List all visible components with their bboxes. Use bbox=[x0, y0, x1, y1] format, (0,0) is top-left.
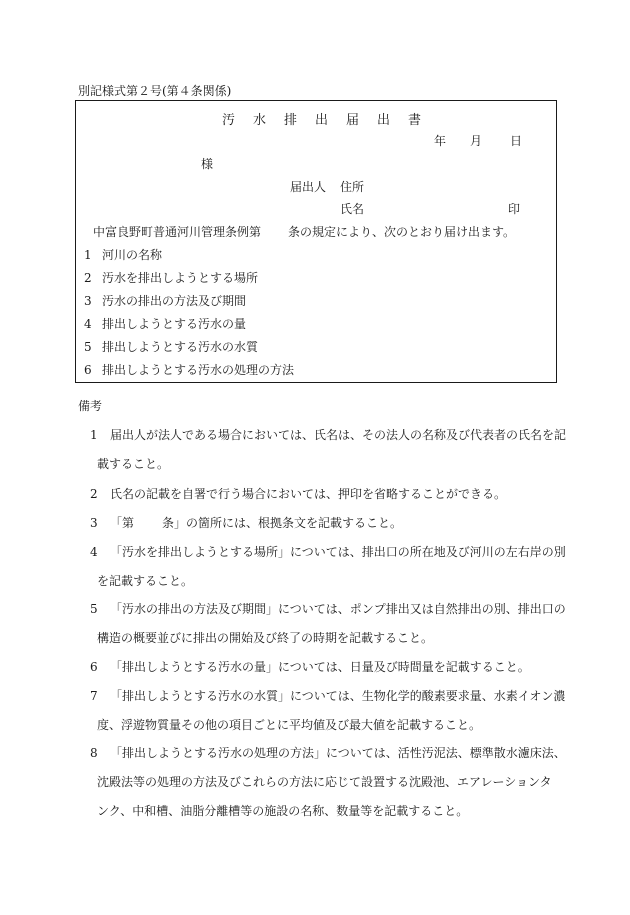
date-month-label: 月 bbox=[470, 134, 483, 148]
note-number: 4 bbox=[90, 545, 98, 559]
note-5 bbox=[90, 600, 566, 617]
note-7-continued: 度、浮遊物質量その他の項目ごとに平均値及び最大値を記載すること。 bbox=[97, 718, 482, 732]
form-title-char: 出 bbox=[377, 113, 391, 128]
note-text: 「汚水の排出の方法及び期間」については、ポンプ排出又は自然排出の別、排出口の bbox=[110, 602, 566, 616]
form-item bbox=[84, 338, 258, 355]
date-day-label: 日 bbox=[510, 134, 523, 148]
item-text: 排出しようとする汚水の量 bbox=[102, 317, 247, 331]
item-number: 1 bbox=[84, 248, 92, 262]
item-text: 排出しようとする汚水の水質 bbox=[102, 340, 259, 354]
form-label: 別記様式第２号(第４条関係) bbox=[78, 84, 232, 98]
item-text: 排出しようとする汚水の処理の方法 bbox=[102, 363, 295, 377]
statement bbox=[93, 223, 515, 240]
note-7 bbox=[90, 687, 565, 704]
note-8-continued: 沈殿法等の処理の方法及びこれらの方法に応じて設置する沈殿池、エアレーションタ bbox=[97, 775, 552, 789]
statement-post: 条の規定により、次のとおり届け出ます。 bbox=[288, 225, 516, 239]
name-label: 氏名 bbox=[340, 202, 365, 216]
item-number: 6 bbox=[84, 363, 92, 377]
item-number: 2 bbox=[84, 271, 92, 285]
note-text-pre: 「第 bbox=[110, 516, 135, 530]
note-4 bbox=[90, 543, 566, 560]
form-item bbox=[84, 315, 246, 332]
note-8 bbox=[90, 744, 566, 761]
note-1 bbox=[90, 426, 566, 443]
form-item bbox=[84, 246, 162, 263]
note-text: 「排出しようとする汚水の水質」については、生物化学的酸素要求量、水素イオン濃 bbox=[110, 689, 566, 703]
form-item bbox=[84, 292, 246, 309]
note-1-continued: 載すること。 bbox=[97, 457, 170, 471]
notes-heading: 備考 bbox=[78, 399, 103, 413]
item-text: 汚水の排出の方法及び期間 bbox=[102, 294, 247, 308]
form-item bbox=[84, 269, 258, 286]
note-number: 2 bbox=[90, 487, 98, 501]
seal-mark: 印 bbox=[508, 202, 521, 216]
form-title-char: 出 bbox=[315, 113, 329, 128]
item-number: 3 bbox=[84, 294, 92, 308]
applicant-label: 届出人 bbox=[290, 180, 327, 194]
form-title-char: 水 bbox=[253, 113, 267, 128]
note-2 bbox=[90, 485, 506, 502]
note-text: 「排出しようとする汚水の処理の方法」については、活性汚泥法、標準散水濾床法、 bbox=[110, 746, 566, 760]
note-text-post: 条」の箇所には、根拠条文を記載すること。 bbox=[162, 516, 403, 530]
form-item bbox=[84, 361, 294, 378]
note-5-continued: 構造の概要並びに排出の開始及び終了の時期を記載すること。 bbox=[97, 631, 434, 645]
date-year-label: 年 bbox=[434, 134, 447, 148]
address-label: 住所 bbox=[340, 180, 365, 194]
note-number: 6 bbox=[90, 660, 98, 674]
note-3 bbox=[90, 514, 402, 531]
note-number: 1 bbox=[90, 428, 98, 442]
note-text: 届出人が法人である場合においては、氏名は、その法人の名称及び代表者の氏名を記 bbox=[110, 428, 567, 442]
note-number: 7 bbox=[90, 689, 98, 703]
item-text: 河川の名称 bbox=[102, 248, 163, 262]
form-title-char: 汚 bbox=[222, 113, 236, 128]
note-8-continued: ンク、中和槽、油脂分離槽等の施設の名称、数量等を記載すること。 bbox=[97, 804, 469, 818]
note-number: 3 bbox=[90, 516, 98, 530]
item-number: 4 bbox=[84, 317, 92, 331]
form-title-char: 排 bbox=[284, 113, 298, 128]
item-number: 5 bbox=[84, 340, 92, 354]
item-text: 汚水を排出しようとする場所 bbox=[102, 271, 259, 285]
form-title bbox=[222, 109, 439, 128]
note-text: 「汚水を排出しようとする場所」については、排出口の所在地及び河川の左右岸の別 bbox=[110, 545, 566, 559]
addressee-suffix: 様 bbox=[201, 157, 214, 171]
note-text: 「排出しようとする汚水の量」については、日量及び時間量を記載すること。 bbox=[110, 660, 530, 674]
note-6 bbox=[90, 658, 530, 675]
note-number: 8 bbox=[90, 746, 98, 760]
form-title-char: 届 bbox=[346, 113, 360, 128]
statement-pre: 中富良野町普通河川管理条例第 bbox=[93, 225, 262, 239]
note-4-continued: を記載すること。 bbox=[97, 574, 194, 588]
note-number: 5 bbox=[90, 602, 98, 616]
note-text: 氏名の記載を自署で行う場合においては、押印を省略することができる。 bbox=[110, 487, 507, 501]
form-title-char: 書 bbox=[408, 113, 422, 128]
